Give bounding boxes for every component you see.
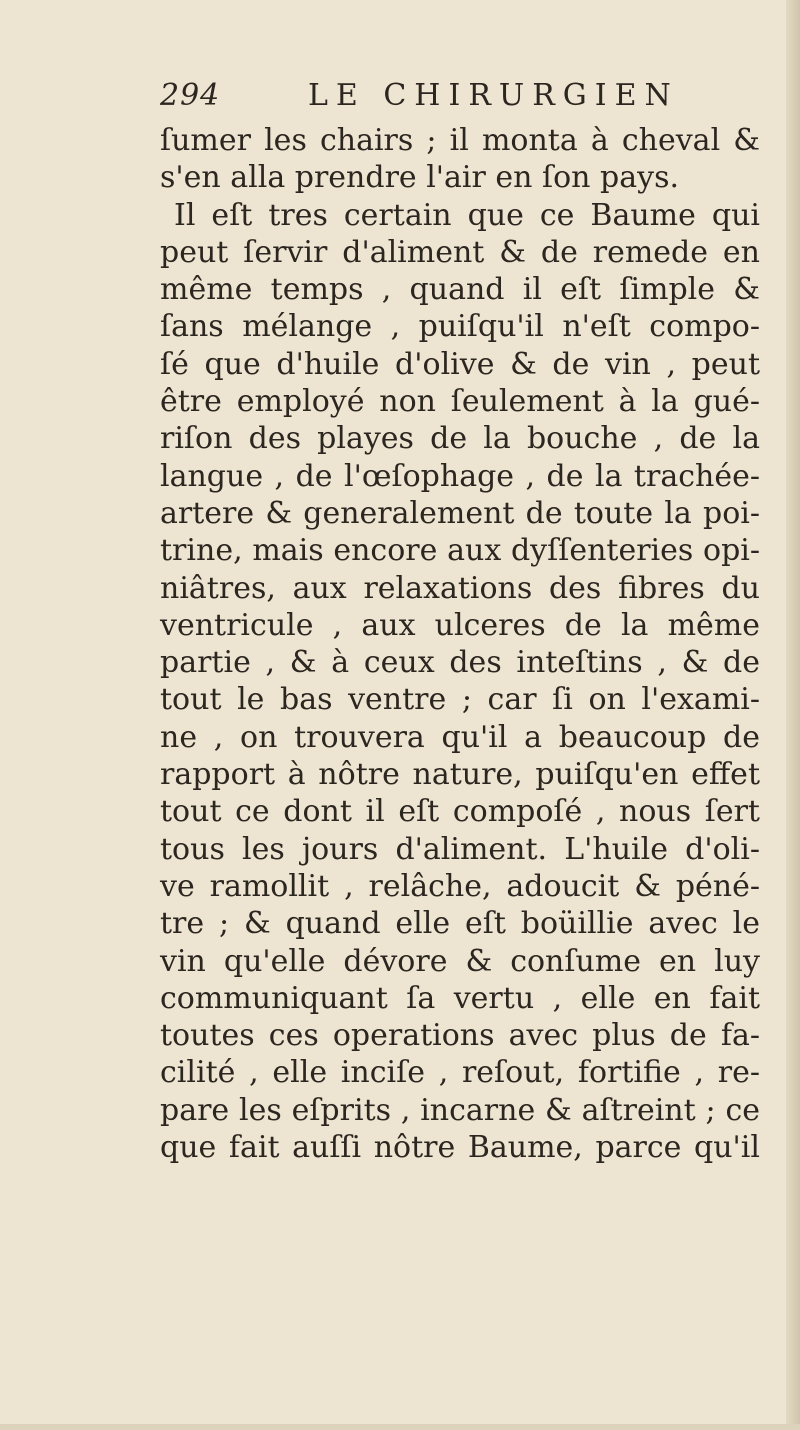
text-line: langue , de l'œſophage , de la trachée- xyxy=(160,458,760,494)
text-line: toutes ces operations avec plus de fa- xyxy=(160,1018,760,1054)
text-line: ne , on trouvera qu'il a beaucoup de xyxy=(160,719,760,755)
text-line: même temps , quand il eſt ſimple & xyxy=(160,272,760,308)
page-bottom-edge xyxy=(0,1424,800,1430)
body-text xyxy=(160,122,760,1166)
page-header xyxy=(160,78,720,124)
running-head: LE CHIRURGIEN xyxy=(308,78,679,113)
text-line: être employé non ſeulement à la gué- xyxy=(160,384,760,420)
page-edge xyxy=(786,0,800,1430)
text-line: tout le bas ventre ; car ſi on l'exami- xyxy=(160,682,760,718)
text-line: ſé que d'huile d'olive & de vin , peut xyxy=(160,346,760,382)
text-line: s'en alla prendre l'air en ſon pays. xyxy=(160,160,680,196)
text-line: ſumer les chairs ; il monta à cheval & xyxy=(160,123,760,158)
text-line: cilité , elle inciſe , reſout, fortifie , re- xyxy=(160,1055,760,1091)
text-line: ventricule , aux ulceres de la même xyxy=(160,607,760,643)
text-line: artere & generalement de toute la poi- xyxy=(160,495,760,531)
text-line: riſon des playes de la bouche , de la xyxy=(160,421,760,457)
text-line: tout ce dont il eſt compoſé , nous ſert xyxy=(160,794,760,830)
page-number: 294 xyxy=(160,78,221,113)
text-line: ſans mélange , puiſqu'il n'eſt compo- xyxy=(160,309,760,345)
text-line: tous les jours d'aliment. L'huile d'oli- xyxy=(160,831,760,867)
text-line: niâtres, aux relaxations des fibres du xyxy=(160,570,760,606)
text-line: rapport à nôtre nature, puiſqu'en effet xyxy=(160,757,760,793)
text-line: peut ſervir d'aliment & de remede en xyxy=(160,234,760,270)
text-line: vin qu'elle dévore & conſume en luy xyxy=(160,943,760,979)
text-line: communiquant ſa vertu , elle en fait xyxy=(160,980,760,1016)
text-line: tre ; & quand elle eſt boüillie avec le xyxy=(160,906,760,942)
text-line: partie , & à ceux des inteſtins , & de xyxy=(160,645,760,681)
paragraph-first-line: Il eſt tres certain que ce Baume qui xyxy=(174,197,760,233)
text-line: pare les eſprits , incarne & aſtreint ; ce xyxy=(160,1092,760,1128)
text-line: ve ramollit , relâche, adoucit & péné- xyxy=(160,868,760,904)
text-line: que fait auſſi nôtre Baume, parce qu'il xyxy=(160,1130,760,1166)
text-line: trine, mais encore aux dyſſenteries opi- xyxy=(160,533,760,569)
